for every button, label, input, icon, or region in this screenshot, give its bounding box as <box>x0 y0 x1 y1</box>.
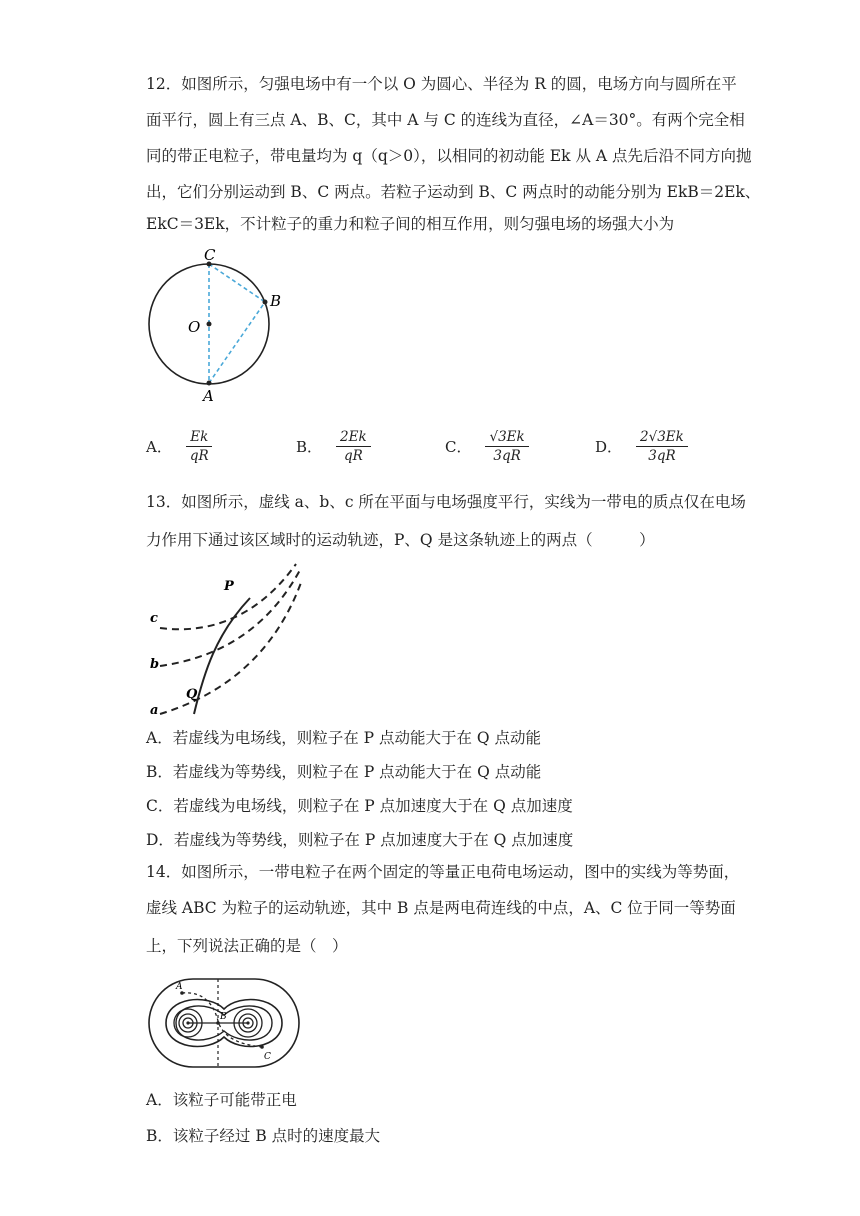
denominator: 3qR <box>493 448 521 464</box>
label-a: a <box>150 703 159 716</box>
denominator: qR <box>343 448 363 464</box>
q12-line-1: 12．如图所示，匀强电场中有一个以 O 为圆心、半径为 R 的圆，电场方向与圆所在平 <box>146 75 737 93</box>
numerator: 2Ek <box>336 428 371 447</box>
q12-option-b[interactable] <box>296 428 371 465</box>
denominator: 3qR <box>648 448 676 464</box>
fraction <box>186 428 213 465</box>
q13-option-d[interactable]: D．若虚线为等势线，则粒子在 P 点加速度大于在 Q 点加速度 <box>146 831 574 849</box>
q14-equipotential-figure <box>146 975 306 1073</box>
fraction <box>485 428 528 465</box>
option-letter: A． <box>146 438 172 456</box>
label-c: c <box>150 611 158 626</box>
q13-option-a[interactable]: A．若虚线为电场线，则粒子在 P 点动能大于在 Q 点动能 <box>146 729 542 747</box>
q12-line-3: 同的带正电粒子，带电量均为 q（q＞0），以相同的初动能 Ek 从 A 点先后沿不同方向抛 <box>146 147 752 165</box>
q12-option-c[interactable] <box>445 428 529 465</box>
q12-line-4: 出，它们分别运动到 B、C 两点。若粒子运动到 B、C 两点时的动能分别为 EkB＝2Ek、 <box>146 183 761 201</box>
label-a: A <box>203 387 214 404</box>
label-o: O <box>188 318 201 336</box>
q13-trajectory-figure <box>146 562 306 716</box>
q14-option-b[interactable]: B．该粒子经过 B 点时的速度最大 <box>146 1127 381 1145</box>
q13-line-1: 13．如图所示，虚线 a、b、c 所在平面与电场强度平行，实线为一带电的质点仅在电场 <box>146 493 746 511</box>
label-b: B <box>220 1012 227 1022</box>
label-p: P <box>224 579 234 594</box>
q13-option-c[interactable]: C．若虚线为电场线，则粒子在 P 点加速度大于在 Q 点加速度 <box>146 797 573 815</box>
label-b: b <box>150 657 160 672</box>
denominator: qR <box>189 448 209 464</box>
q14-option-a[interactable]: A．该粒子可能带正电 <box>146 1091 297 1109</box>
label-a: A <box>176 982 183 992</box>
q13-option-b[interactable]: B．若虚线为等势线，则粒子在 P 点动能大于在 Q 点动能 <box>146 763 542 781</box>
label-c: C <box>204 246 216 264</box>
numerator: 2√3Ek <box>636 428 688 447</box>
q12-line-5: EkC＝3Ek，不计粒子的重力和粒子间的相互作用，则匀强电场的场强大小为 <box>146 215 675 233</box>
fraction <box>336 428 371 465</box>
option-letter: D． <box>595 438 623 456</box>
option-letter: B． <box>296 438 323 456</box>
numerator: √3Ek <box>485 428 528 447</box>
option-letter: C． <box>445 438 472 456</box>
numerator: Ek <box>186 428 212 447</box>
q14-line-2: 虚线 ABC 为粒子的运动轨迹，其中 B 点是两电荷连线的中点，A、C 位于同一等势面 <box>146 899 736 917</box>
label-b: B <box>270 292 282 310</box>
q12-option-d[interactable] <box>595 428 688 465</box>
q13-line-2: 力作用下通过该区域时的运动轨迹，P、Q 是这条轨迹上的两点（ ） <box>146 531 655 549</box>
q12-line-2: 面平行，圆上有三点 A、B、C，其中 A 与 C 的连线为直径，∠A＝30°。有两个完全相 <box>146 111 745 129</box>
q14-line-3: 上，下列说法正确的是（ ） <box>146 937 348 955</box>
q12-option-a[interactable] <box>146 428 213 465</box>
q14-line-1: 14．如图所示，一带电粒子在两个固定的等量正电荷电场运动，图中的实线为等势面， <box>146 863 740 881</box>
label-c: C <box>264 1052 271 1062</box>
label-q: Q <box>186 687 198 702</box>
q12-circle-figure <box>140 244 290 404</box>
fraction <box>636 428 688 465</box>
